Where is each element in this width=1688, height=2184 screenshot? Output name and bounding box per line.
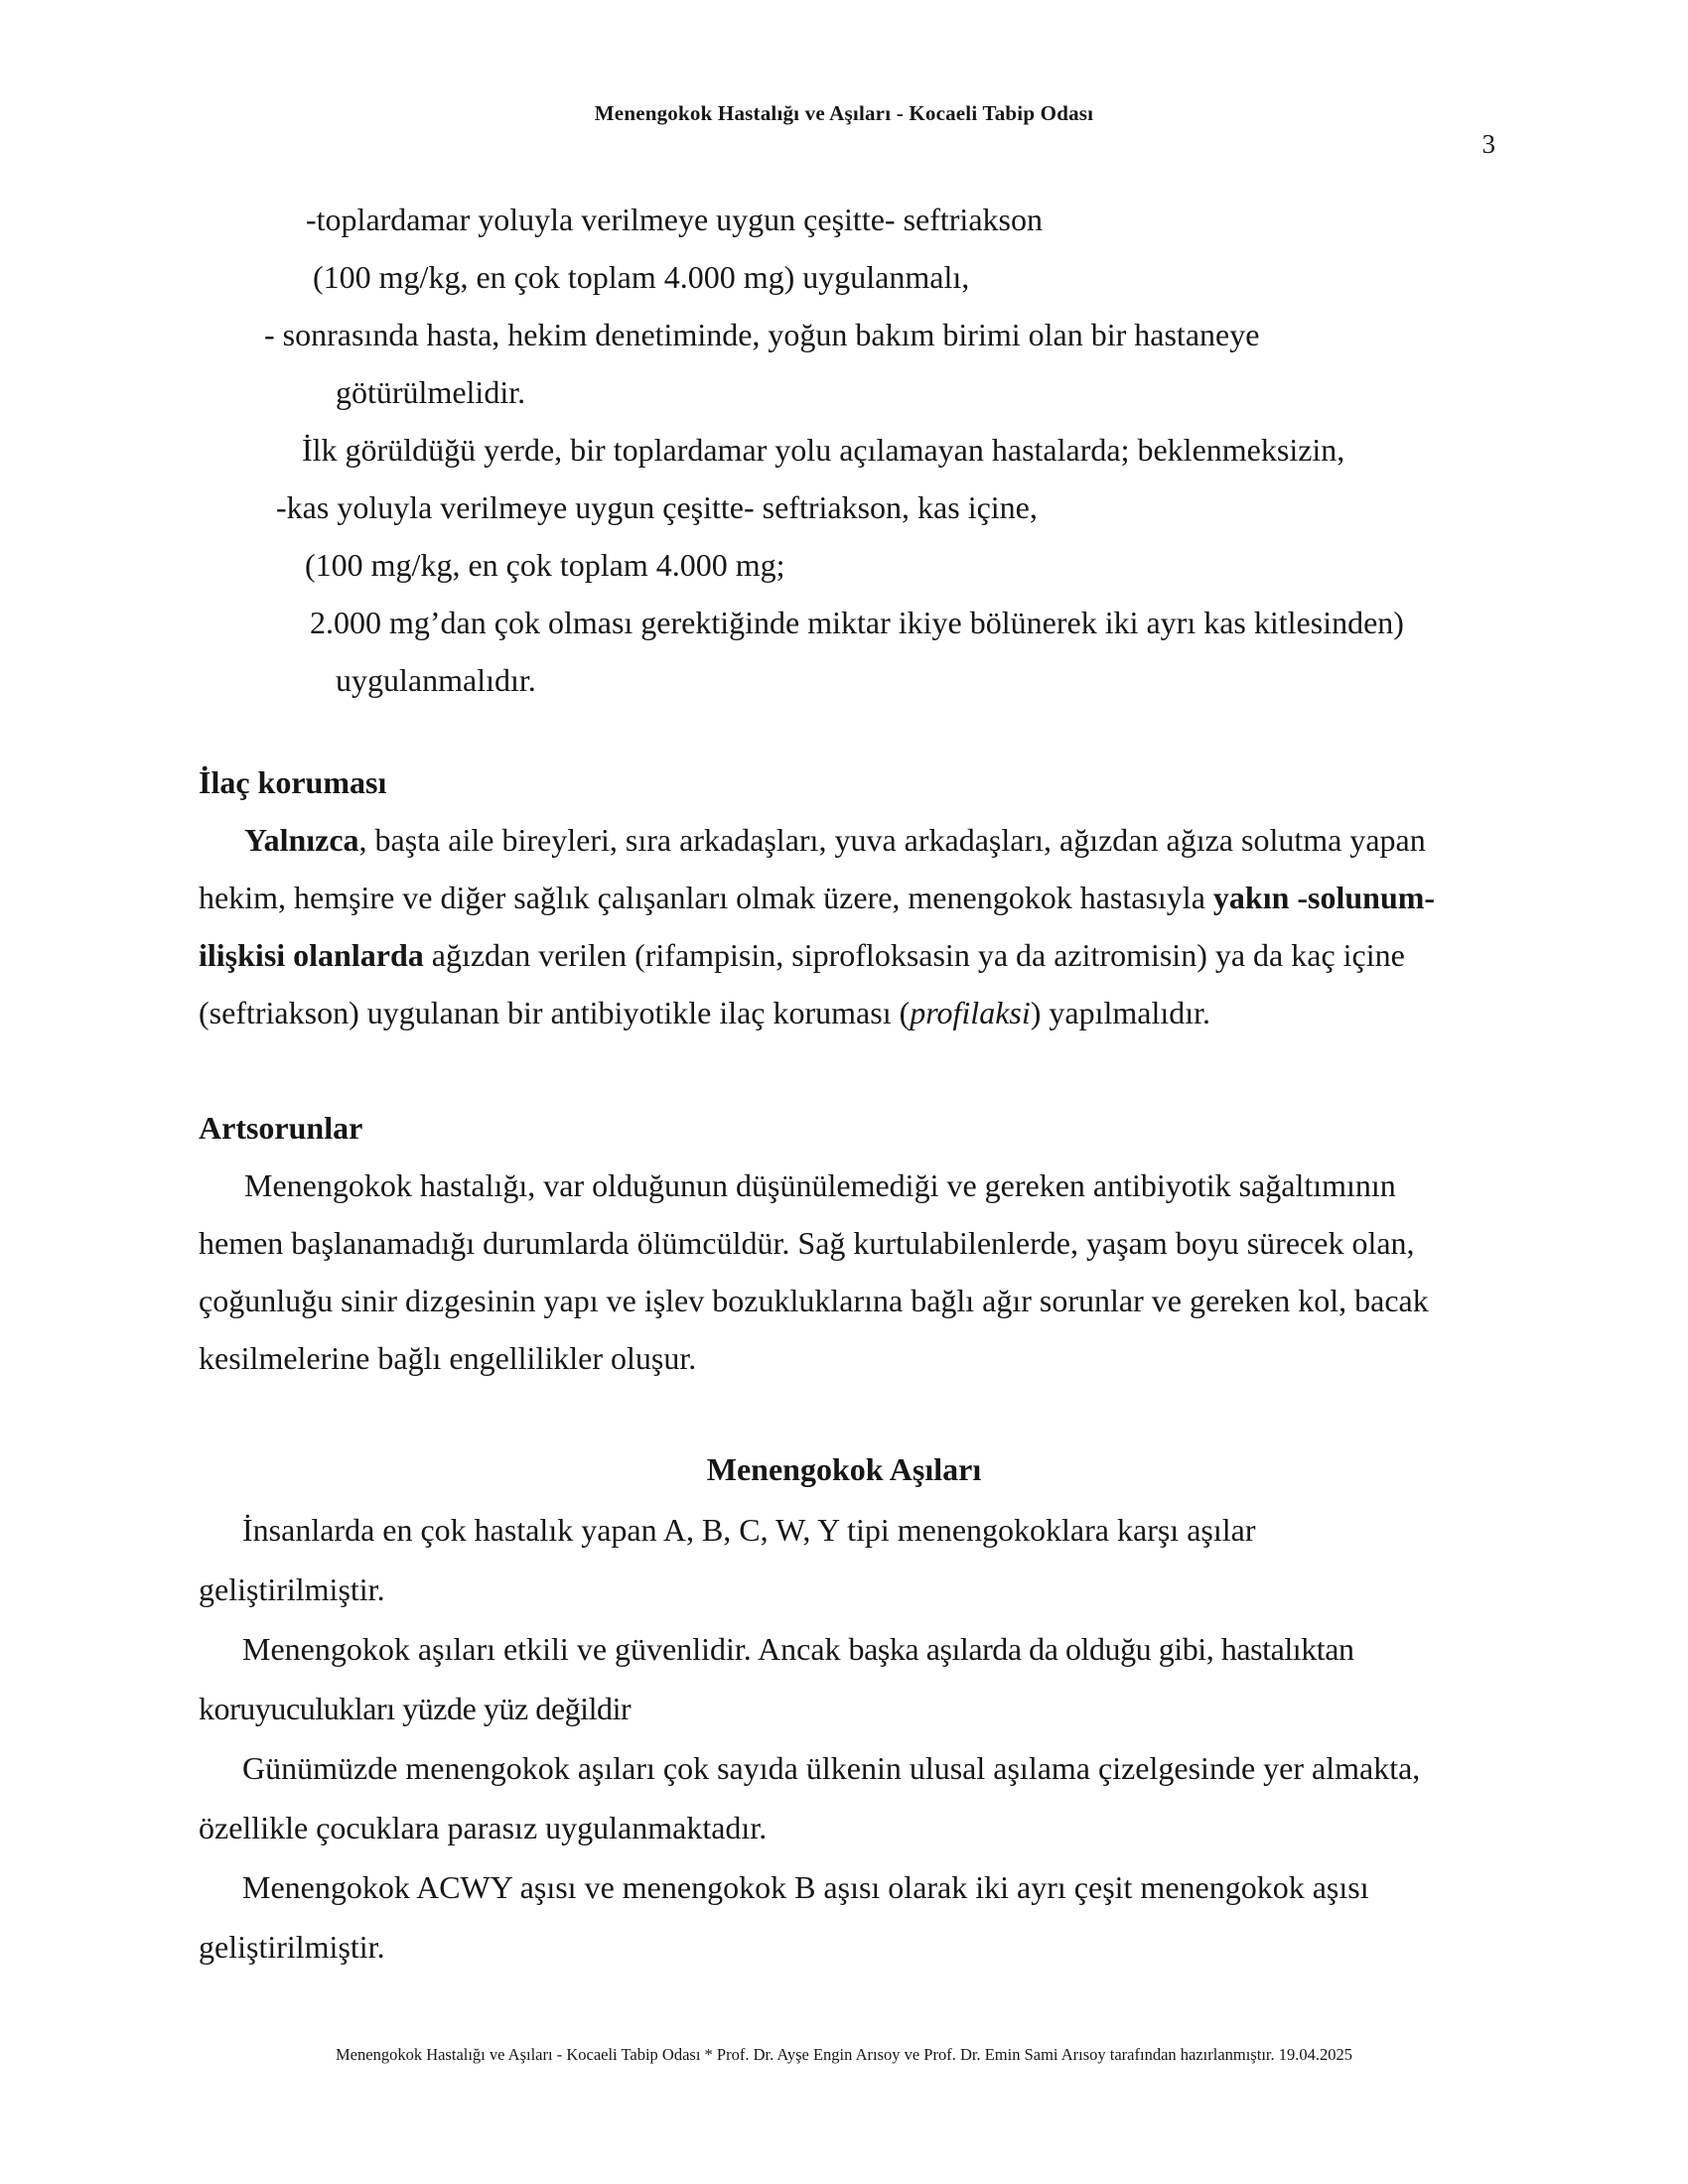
text-bold: ilişkisi olanlarda bbox=[199, 937, 424, 973]
text-line bbox=[199, 248, 1489, 306]
text-bold: Yalnızca bbox=[244, 822, 359, 858]
text: uygulanmalıdır. bbox=[336, 662, 536, 698]
text-line bbox=[199, 306, 1489, 363]
text-line bbox=[199, 1917, 1489, 1977]
page-number: 3 bbox=[1481, 129, 1495, 159]
section-heading-ilac-korumasi: İlaç koruması bbox=[199, 764, 387, 800]
text-line bbox=[199, 1272, 1489, 1329]
paragraph-artsorunlar bbox=[199, 1157, 1489, 1387]
section-heading-menengokok-asilari: Menengokok Aşıları bbox=[706, 1451, 982, 1487]
text: Menengokok ACWY aşısı ve menengokok B aşısı olarak iki ayrı çeşit menengokok aşısı bbox=[242, 1869, 1369, 1905]
text: çoğunluğu sinir dizgesinin yapı ve işlev bozukluklarına bağlı ağır sorunlar ve gereken kol, bacak bbox=[199, 1283, 1429, 1318]
page-footer-text: Menengokok Hastalığı ve Aşıları - Kocaeli Tabip Odası * Prof. Dr. Ayşe Engin Arısoy ve Prof. Dr. Emin Sami Arısoy tarafından hazırlanmıştır. 19.04.2025 bbox=[336, 2045, 1352, 2064]
text-line bbox=[199, 1798, 1489, 1857]
text: -kas yoluyla verilmeye uygun çeşitte- seftriakson, kas içine, bbox=[276, 489, 1038, 525]
text-line bbox=[199, 363, 1489, 421]
page-footer bbox=[0, 2045, 1688, 2065]
text-line bbox=[199, 421, 1489, 478]
text-bold: yakın -solunum- bbox=[1212, 880, 1436, 915]
text: , başta aile bireyleri, sıra arkadaşları, yuva arkadaşları, ağızdan ağıza solutma yapan bbox=[358, 822, 1426, 858]
text: ağızdan verilen (rifampisin, siprofloksasin ya da azitromisin) ya da kaç içine bbox=[423, 937, 1405, 973]
text-alt-font: koruyuculukları yüzde yüz değildir bbox=[199, 1691, 632, 1726]
paragraphs-menengokok-asilari bbox=[199, 1500, 1489, 1977]
text-line bbox=[199, 1157, 1489, 1214]
treatment-instructions bbox=[199, 191, 1489, 709]
text: hekim, hemşire ve diğer sağlık çalışanları olmak üzere, menengokok hastasıyla bbox=[199, 880, 1213, 915]
text: geliştirilmiştir. bbox=[199, 1929, 385, 1965]
text: - sonrasında hasta, hekim denetiminde, yoğun bakım birimi olan bir hastaneye bbox=[264, 317, 1260, 352]
text: kesilmelerine bağlı engellilikler oluşur. bbox=[199, 1340, 697, 1376]
text: ) yapılmalıdır. bbox=[1030, 995, 1211, 1030]
paragraph-ilac-korumasi bbox=[199, 811, 1489, 1041]
text-line bbox=[199, 594, 1489, 651]
text-line bbox=[199, 1214, 1489, 1272]
text-line bbox=[199, 1857, 1489, 1917]
text-line bbox=[199, 1560, 1489, 1619]
text: götürülmelidir. bbox=[336, 374, 526, 410]
running-header-title: Menengokok Hastalığı ve Aşıları - Kocaeli Tabip Odası bbox=[594, 101, 1094, 125]
section-heading-artsorunlar: Artsorunlar bbox=[199, 1110, 363, 1146]
text-line bbox=[199, 1500, 1489, 1560]
text: İlk görüldüğü yerde, bir toplardamar yolu açılamayan hastalarda; beklenmeksizin, bbox=[302, 432, 1345, 468]
text-line bbox=[199, 926, 1489, 984]
text-italic: profilaksi bbox=[910, 995, 1031, 1030]
text-line bbox=[199, 536, 1489, 594]
text-line bbox=[199, 191, 1489, 248]
text: (100 mg/kg, en çok toplam 4.000 mg) uygulanmalı, bbox=[313, 259, 970, 295]
text: geliştirilmiştir. bbox=[199, 1571, 385, 1607]
text-line bbox=[199, 984, 1489, 1041]
text: hemen başlanamadığı durumlarda ölümcüldür. Sağ kurtulabilenlerde, yaşam boyu sürecek olan, bbox=[199, 1225, 1415, 1261]
text-line bbox=[199, 1329, 1489, 1387]
running-header bbox=[0, 101, 1688, 126]
text-line bbox=[199, 869, 1489, 926]
text: (100 mg/kg, en çok toplam 4.000 mg; bbox=[305, 547, 785, 583]
text-line bbox=[199, 1738, 1489, 1798]
text: İnsanlarda en çok hastalık yapan A, B, C, W, Y tipi menengokoklara karşı aşılar bbox=[242, 1512, 1256, 1548]
text: (seftriakson) uygulanan bir antibiyotikle ilaç koruması ( bbox=[199, 995, 911, 1030]
text-line bbox=[199, 1679, 1489, 1738]
text-line bbox=[199, 1619, 1489, 1679]
text: Menengokok hastalığı, var olduğunun düşünülemediği ve gereken antibiyotik sağaltımının bbox=[244, 1167, 1396, 1203]
text: Günümüzde menengokok aşıları çok sayıda ülkenin ulusal aşılama çizelgesinde yer almakta, bbox=[242, 1750, 1421, 1786]
text: -toplardamar yoluyla verilmeye uygun çeşitte- seftriakson bbox=[306, 202, 1043, 237]
text: özellikle çocuklara parasız uygulanmaktadır. bbox=[199, 1810, 768, 1845]
text: 2.000 mg’dan çok olması gerektiğinde miktar ikiye bölünerek iki ayrı kas kitlesinden) bbox=[310, 605, 1404, 640]
text-line bbox=[199, 811, 1489, 869]
text-line bbox=[199, 478, 1489, 536]
text: Menengokok aşıları etkili ve güvenlidir. Ancak bbox=[242, 1631, 849, 1667]
text-line bbox=[199, 651, 1489, 709]
text-alt-font: başka aşılarda da olduğu gibi, hastalıktan bbox=[848, 1631, 1354, 1667]
